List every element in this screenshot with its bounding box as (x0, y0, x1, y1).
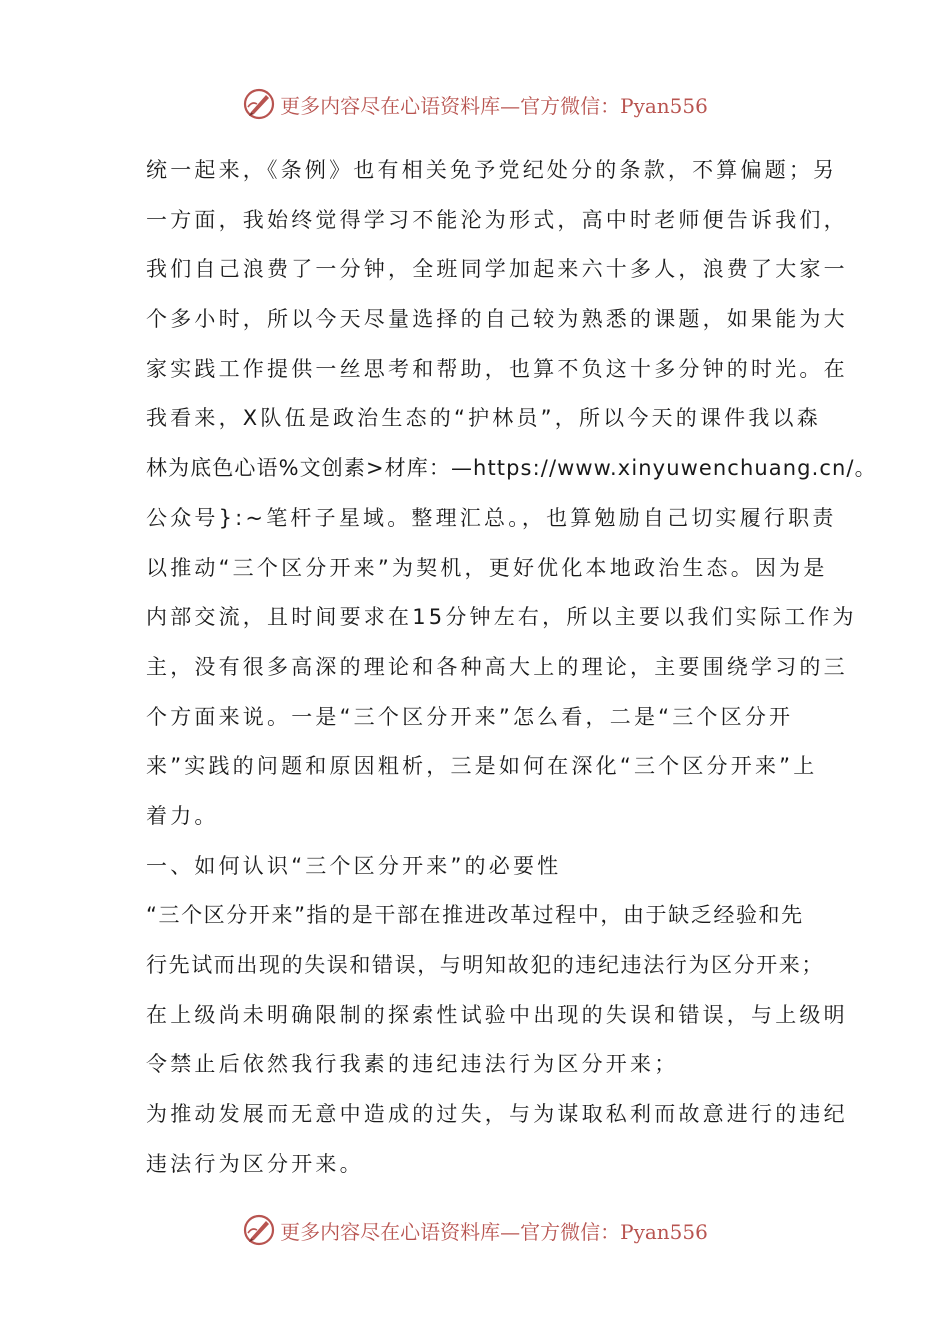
text-line: 为推动发展而无意中造成的过失，与为谋取私利而故意进行的违纪 (146, 1102, 848, 1127)
pen-logo-icon (242, 87, 276, 121)
text-line: 我看来，X队伍是政治生态的“护林员”，所以今天的课件我以森 (146, 406, 821, 431)
text-line: 行先试而出现的失误和错误，与明知故犯的违纪违法行为区分开来； (146, 953, 824, 977)
pen-logo-icon (242, 1213, 276, 1247)
text-line: 个方面来说。一是“三个区分开来”怎么看，二是“三个区分开 (146, 704, 794, 729)
header-banner-text: 更多内容尽在心语资料库—官方微信：Pyan556 (280, 93, 708, 118)
text-line: 公众号}:~笔杆子星域。整理汇总。，也算勉励自己切实履行职责 (146, 505, 837, 530)
text-line: 个多小时，所以今天尽量选择的自己较为熟悉的课题，如果能为大 (146, 307, 848, 332)
text-line: 内部交流，且时间要求在15分钟左右，所以主要以我们实际工作为 (146, 605, 857, 630)
text-line: 家实践工作提供一丝思考和帮助，也算不负这十多分钟的时光。在 (146, 356, 848, 381)
text-line: 违法行为区分开来。 (146, 1151, 364, 1176)
header-banner (0, 82, 950, 126)
text-line: 主，没有很多高深的理论和各种高大上的理论，主要围绕学习的三 (146, 654, 848, 679)
text-line: 以推动“三个区分开来”为契机，更好优化本地政治生态。因为是 (146, 555, 828, 580)
text-line: “三个区分开来”指的是干部在推进改革过程中，由于缺乏经验和先 (146, 903, 804, 928)
text-line: 来”实践的问题和原因粗析，三是如何在深化“三个区分开来”上 (146, 754, 818, 779)
text-line: 在上级尚未明确限制的探索性试验中出现的失误和错误，与上级明 (146, 1002, 848, 1027)
text-line: 我们自己浪费了一分钟，全班同学加起来六十多人，浪费了大家一 (146, 257, 848, 282)
footer-banner (0, 1208, 950, 1252)
section-heading: 一、如何认识“三个区分开来”的必要性 (146, 853, 562, 878)
text-line: 令禁止后依然我行我素的违纪违法行为区分开来； (146, 1052, 679, 1077)
text-line: 一方面，我始终觉得学习不能沦为形式，高中时老师便告诉我们， (146, 207, 848, 232)
text-line: 林为底色心语%文创素>材库：—https://www.xinyuwenchuang.cn/。 (146, 456, 877, 481)
document-body (146, 146, 877, 1189)
footer-banner-text: 更多内容尽在心语资料库—官方微信：Pyan556 (280, 1219, 708, 1244)
text-line: 统一起来，《条例》也有相关免予党纪处分的条款，不算偏题；另 (146, 158, 838, 182)
text-line: 着力。 (146, 803, 219, 828)
